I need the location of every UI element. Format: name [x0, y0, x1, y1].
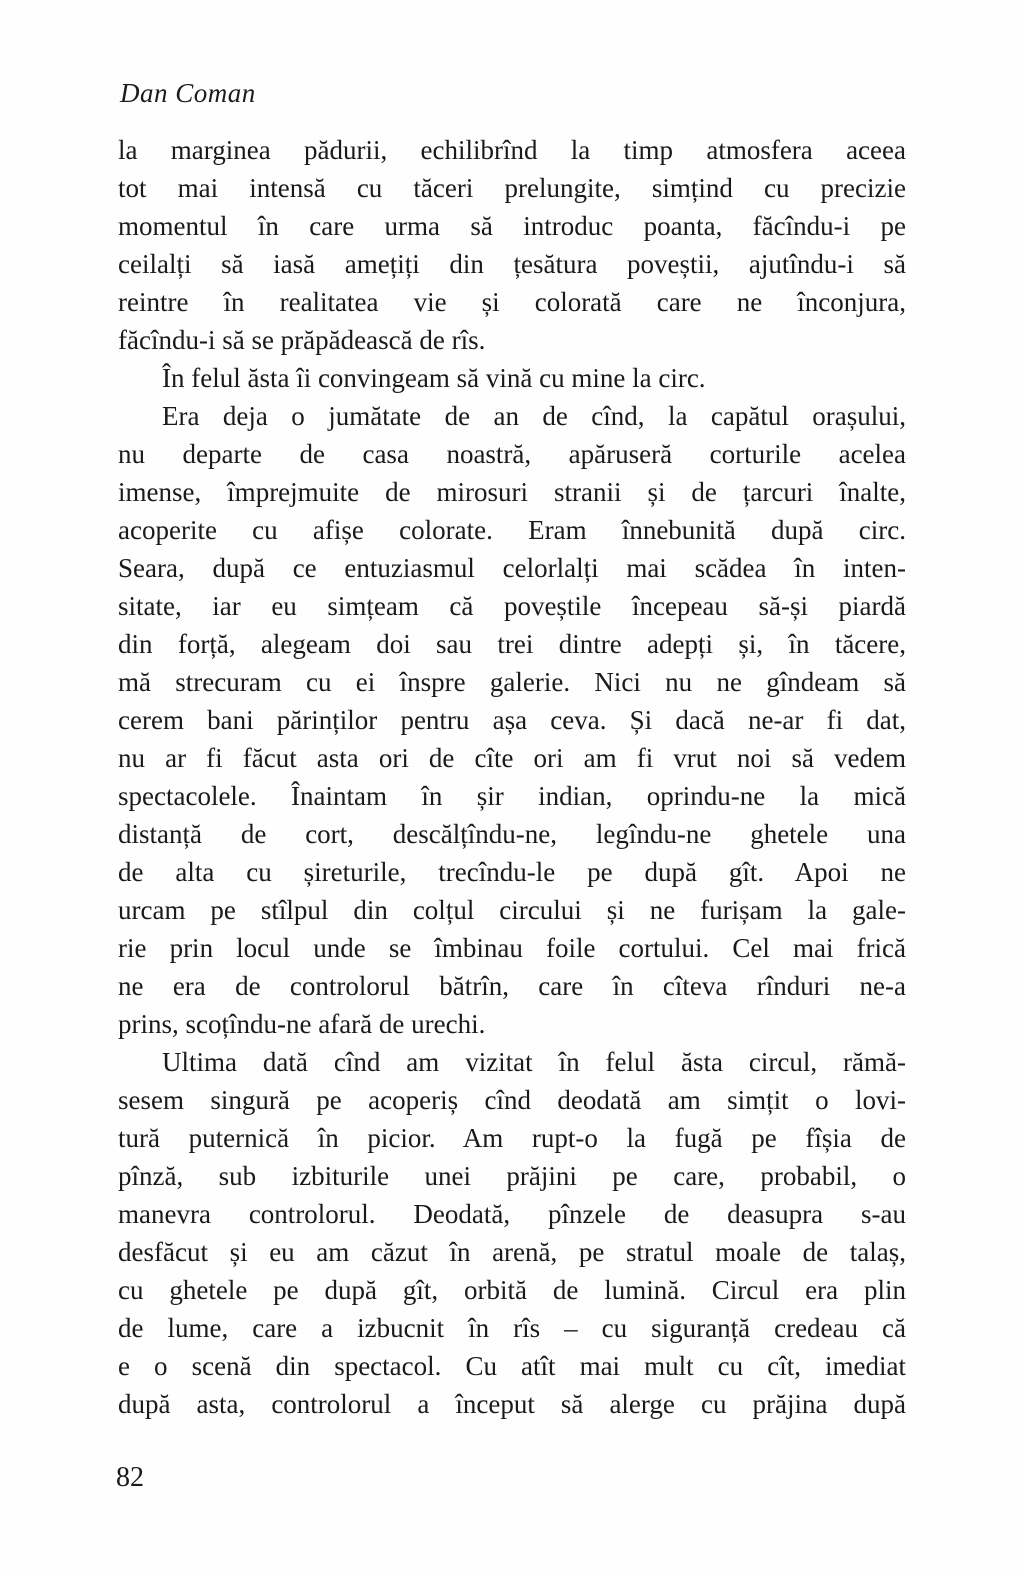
- text-line: mă strecuram cu ei înspre galerie. Nici nu ne gîndeam să: [118, 667, 906, 697]
- text-line: după asta, controlorul a început să alerge cu prăjina după: [118, 1389, 906, 1419]
- author-header: Dan Coman: [120, 78, 256, 108]
- text-line: În felul ăsta îi convingeam să vină cu mine la circ.: [162, 363, 706, 393]
- text-line: Era deja o jumătate de an de cînd, la capătul orașului,: [162, 401, 906, 431]
- text-line: făcîndu-i să se prăpădească de rîs.: [118, 325, 486, 355]
- text-line: e o scenă din spectacol. Cu atît mai mult cu cît, imediat: [118, 1351, 906, 1381]
- text-line: de lume, care a izbucnit în rîs – cu siguranță credeau că: [118, 1313, 906, 1343]
- text-line: pînză, sub izbiturile unei prăjini pe care, probabil, o: [118, 1161, 906, 1191]
- text-line: reintre în realitatea vie și colorată care ne înconjura,: [118, 287, 906, 317]
- text-line: nu ar fi făcut asta ori de cîte ori am fi vrut noi să vedem: [118, 743, 906, 773]
- text-line: tură puternică în picior. Am rupt-o la fugă pe fîșia de: [118, 1123, 906, 1153]
- text-line: distanță de cort, descălțîndu-ne, legîndu-ne ghetele una: [118, 819, 906, 849]
- body-text: [118, 131, 906, 1423]
- text-line: cu ghetele pe după gît, orbită de lumină. Circul era plin: [118, 1275, 906, 1305]
- text-line: Seara, după ce entuziasmul celorlalți mai scădea în inten-: [118, 553, 906, 583]
- text-line: prins, scoțîndu-ne afară de urechi.: [118, 1009, 486, 1039]
- page-number: 82: [116, 1462, 144, 1493]
- text-line: sitate, iar eu simțeam că poveștile începeau să-și piardă: [118, 591, 906, 621]
- text-line: rie prin locul unde se îmbinau foile cortului. Cel mai frică: [118, 933, 906, 963]
- text-line: ceilalți să iasă amețiți din țesătura poveștii, ajutîndu-i să: [118, 249, 906, 279]
- text-line: imense, împrejmuite de mirosuri stranii și de țarcuri înalte,: [118, 477, 906, 507]
- text-line: momentul în care urma să introduc poanta, făcîndu-i pe: [118, 211, 906, 241]
- text-line: la marginea pădurii, echilibrînd la timp atmosfera aceea: [118, 135, 906, 165]
- text-line: desfăcut și eu am căzut în arenă, pe stratul moale de talaș,: [118, 1237, 906, 1267]
- text-line: manevra controlorul. Deodată, pînzele de deasupra s-au: [118, 1199, 906, 1229]
- text-line: din forță, alegeam doi sau trei dintre adepți și, în tăcere,: [118, 629, 906, 659]
- text-line: cerem bani părinților pentru așa ceva. Și dacă ne-ar fi dat,: [118, 705, 906, 735]
- text-line: acoperite cu afișe colorate. Eram înnebunită după circ.: [118, 515, 906, 545]
- text-line: ne era de controlorul bătrîn, care în cîteva rînduri ne-a: [118, 971, 906, 1001]
- text-line: tot mai intensă cu tăceri prelungite, simțind cu precizie: [118, 173, 906, 203]
- text-line: nu departe de casa noastră, apăruseră corturile acelea: [118, 439, 906, 469]
- text-line: spectacolele. Înaintam în șir indian, oprindu-ne la mică: [118, 781, 906, 811]
- text-line: urcam pe stîlpul din colțul circului și ne furișam la gale-: [118, 895, 906, 925]
- text-line: de alta cu șireturile, trecîndu-le pe după gît. Apoi ne: [118, 857, 906, 887]
- text-line: sesem singură pe acoperiș cînd deodată am simțit o lovi-: [118, 1085, 906, 1115]
- text-line: Ultima dată cînd am vizitat în felul ăsta circul, rămă-: [162, 1047, 906, 1077]
